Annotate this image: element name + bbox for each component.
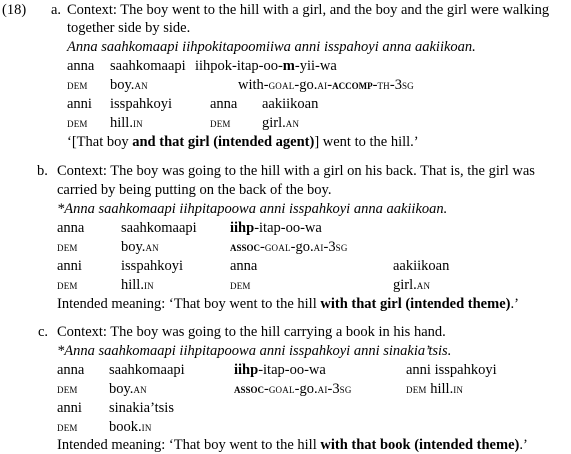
item-c-word-5: anni — [57, 400, 82, 416]
item-b-sentence: *Anna saahkomaapi iihpitapoowa anni isspahkoyi anna aakiikoan. — [57, 201, 448, 217]
item-a-translation: ‘[That boy and that girl (intended agent)] went to the hill.’ — [67, 134, 419, 150]
item-a-word-7: aakiikoan — [262, 96, 319, 112]
item-b-label: b. — [37, 163, 48, 179]
item-c-context: Context: The boy was going to the hill carrying a book in his hand. — [57, 324, 446, 340]
item-b-context-line1: Context: The boy was going to the hill with a girl on his back. That is, the girl was — [57, 163, 535, 179]
item-c-word-4: anni isspahkoyi — [406, 362, 497, 378]
item-a-gloss-4: dem — [67, 116, 88, 130]
item-c-gloss-3: assoc-goal-go.ai-3sg — [234, 381, 352, 397]
item-b-gloss-2: boy.an — [121, 239, 159, 255]
item-b-intended-meaning: Intended meaning: ‘That boy went to the hill with that girl (intended theme).’ — [57, 296, 519, 312]
item-c-word-1: anna — [57, 362, 85, 378]
item-b-gloss-5: hill.in — [121, 277, 154, 293]
item-a-context-line1: Context: The boy went to the hill with a girl, and the boy and the girl were walking — [67, 2, 550, 18]
item-c-gloss-5: dem — [57, 420, 78, 434]
item-a-gloss-5: hill.in — [110, 115, 143, 131]
item-b-gloss-1: dem — [57, 240, 78, 254]
item-a-word-3: iihpok-itap-oo-m-yii-wa — [195, 58, 337, 74]
item-b-word-2: saahkomaapi — [121, 220, 197, 236]
item-a-gloss-7: girl.an — [262, 115, 300, 131]
item-a-label: a. — [51, 2, 62, 18]
item-c-gloss-1: dem — [57, 382, 78, 396]
item-b-word-7: aakiikoan — [393, 258, 450, 274]
item-b-context-line2: carried by being putting on the back of the boy. — [57, 182, 332, 198]
item-a-gloss-6: dem — [210, 116, 231, 130]
item-c-gloss-4: dem hill.in — [406, 381, 464, 397]
item-c-word-2: saahkomaapi — [109, 362, 185, 378]
item-a-sentence: Anna saahkomaapi iihpokitapoomiiwa anni isspahoyi anna aakiikoan. — [67, 39, 476, 55]
item-b-gloss-6: dem — [230, 278, 251, 292]
item-c-sentence: *Anna saahkomaapi iihpitapoowa anni isspahkoyi anni sinakia’tsis. — [57, 343, 452, 359]
item-c-gloss-2: boy.an — [109, 381, 147, 397]
item-c-intended-meaning: Intended meaning: ‘That boy went to the hill with that book (intended theme).’ — [57, 437, 528, 453]
item-b-word-3: iihp-itap-oo-wa — [230, 220, 322, 236]
item-a-word-6: anna — [210, 96, 238, 112]
item-a-context-line2: together side by side. — [67, 20, 191, 36]
item-c-gloss-6: book.in — [109, 419, 152, 435]
item-a-word-2: saahkomaapi — [110, 58, 186, 74]
item-b-word-4: anni — [57, 258, 82, 274]
item-a-gloss-3: with-goal-go.ai-accomp-th-3sg — [238, 77, 414, 93]
item-b-gloss-7: girl.an — [393, 277, 431, 293]
item-b-word-1: anna — [57, 220, 85, 236]
item-c-word-6: sinakia’tsis — [109, 400, 174, 416]
item-a-gloss-1: dem — [67, 78, 88, 92]
item-a-word-5: isspahkoyi — [110, 96, 173, 112]
example-number: (18) — [2, 2, 27, 18]
item-b-gloss-4: dem — [57, 278, 78, 292]
item-b-word-6: anna — [230, 258, 258, 274]
item-b-word-5: isspahkoyi — [121, 258, 184, 274]
item-c-word-3: iihp-itap-oo-wa — [234, 362, 326, 378]
item-b-gloss-3: assoc-goal-go.ai-3sg — [230, 239, 348, 255]
item-c-label: c. — [38, 324, 49, 340]
item-a-word-4: anni — [67, 96, 92, 112]
item-a-word-1: anna — [67, 58, 95, 74]
item-a-gloss-2: boy.an — [110, 77, 148, 93]
